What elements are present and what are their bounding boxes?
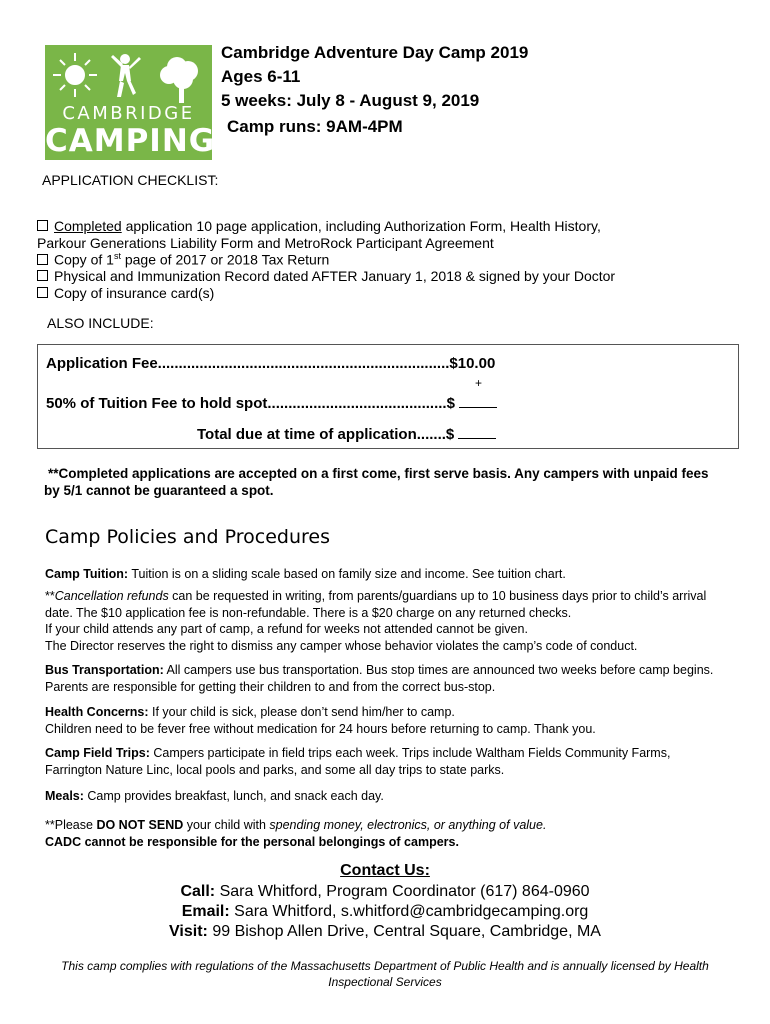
application-fee-line: Application Fee......................................................................$10.00 <box>46 355 496 372</box>
policy-italic: spending money, electronics, or anything of value. <box>269 818 547 832</box>
policy-label: Meals: <box>45 789 84 803</box>
logo-text-camping: CAMPING <box>45 123 216 159</box>
policy-bold: DO NOT SEND <box>96 818 184 832</box>
policy-italic: Cancellation refunds <box>54 589 169 603</box>
policies-heading: Camp Policies and Procedures <box>45 526 330 548</box>
contact-text: Sara Whitford, Program Coordinator (617) 864-0960 <box>215 883 590 900</box>
contact-heading: Contact Us: <box>340 862 430 879</box>
cambridge-camping-logo <box>45 45 216 160</box>
do-not-send-paragraph <box>45 817 745 850</box>
logo-text-cambridge: CAMBRIDGE <box>62 103 195 124</box>
footer-text: This camp complies with regulations of the Massachusetts Department of Public Health and is annually licensed by Health <box>61 959 709 973</box>
contact-email <box>0 903 770 921</box>
policy-text: date. The $10 application fee is non-refundable. There is a $20 charge on any returned checks. <box>45 605 572 620</box>
policy-text: If your child is sick, please don’t send him/her to camp. <box>148 705 455 719</box>
checklist-item-insurance <box>37 285 214 301</box>
policy-text: **Please <box>45 818 97 832</box>
camp-tuition-paragraph <box>45 566 745 583</box>
field-trips-paragraph <box>45 745 745 778</box>
cancellation-paragraph <box>45 588 745 654</box>
contact-text: 99 Bishop Allen Drive, Central Square, Cambridge, MA <box>207 923 601 940</box>
policy-text: your child with <box>183 818 270 832</box>
also-include-heading: ALSO INCLUDE: <box>47 315 154 331</box>
camp-weeks: 5 weeks: July 8 - August 9, 2019 <box>221 91 480 110</box>
policy-text: The Director reserves the right to dismiss any camper whose behavior violates the camp’s code of conduct. <box>45 638 638 653</box>
bus-transportation-paragraph <box>45 662 745 695</box>
checklist-item-text: Copy of 1 <box>54 251 114 268</box>
policy-text: All campers use bus transportation. Bus stop times are announced two weeks before camp begins. <box>163 663 714 677</box>
checkbox[interactable] <box>37 220 48 231</box>
tuition-fee-line <box>46 395 497 412</box>
checklist-item-text: application 10 page application, including Authorization Form, Health History, <box>121 218 601 234</box>
checklist-heading: APPLICATION CHECKLIST: <box>42 172 219 188</box>
checkbox[interactable] <box>37 254 48 265</box>
total-due-text: Total due at time of application.......$ <box>197 426 455 443</box>
plus-sign: + <box>475 376 483 390</box>
camp-ages: Ages 6-11 <box>221 67 301 86</box>
policy-label: Health Concerns: <box>45 705 149 719</box>
footer-compliance <box>40 958 730 990</box>
policy-label: Camp Tuition: <box>45 567 129 581</box>
tree-icon <box>160 57 198 103</box>
policy-text: Campers participate in field trips each week. Trips include Waltham Fields Community Farms, <box>149 746 671 760</box>
policy-text: If your child attends any part of camp, a refund for weeks not attended cannot be given. <box>45 622 528 636</box>
checklist-item-text: Physical and Immunization Record dated AFTER January 1, 2018 & signed by your Doctor <box>54 268 616 284</box>
tuition-fee-text: 50% of Tuition Fee to hold spot...........................................$ <box>46 395 455 412</box>
policy-bold: CADC cannot be responsible for the personal belongings of campers. <box>45 834 459 849</box>
policy-text: can be requested in writing, from parents/guardians up to 10 business days prior to child’s arrival <box>168 589 707 603</box>
total-due-line <box>197 426 496 443</box>
policy-label: Camp Field Trips: <box>45 746 150 760</box>
policy-text: Camp provides breakfast, lunch, and snack each day. <box>83 789 384 803</box>
contact-label: Email: <box>181 903 230 920</box>
checklist-item-continuation: Parkour Generations Liability Form and MetroRock Participant Agreement <box>37 235 494 251</box>
policy-text: Tuition is on a sliding scale based on family size and income. See tuition chart. <box>128 567 566 581</box>
contact-label: Visit: <box>169 923 208 940</box>
policy-text: Farrington Nature Linc, local pools and parks, and some all day trips to state parks. <box>45 762 505 777</box>
checklist-item-physical <box>37 268 615 284</box>
policy-text: Parents are responsible for getting their children to and from the correct bus-stop. <box>45 679 496 694</box>
policy-text: Children need to be fever free without medication for 24 hours before returning to camp. Thank you. <box>45 721 596 736</box>
completed-underlined: Completed <box>54 218 122 234</box>
checklist-item-application <box>37 218 601 234</box>
total-amount-blank[interactable] <box>458 426 496 439</box>
checklist-item-text: Copy of insurance card(s) <box>54 285 215 301</box>
footer-text: Inspectional Services <box>328 975 442 989</box>
checklist-item-tax-return <box>37 251 329 268</box>
policy-label: Bus Transportation: <box>45 663 164 677</box>
contact-email-link[interactable]: Sara Whitford, s.whitford@cambridgecamping.org <box>229 903 589 920</box>
checklist-item-text: page of 2017 or 2018 Tax Return <box>120 251 330 268</box>
camp-title: Cambridge Adventure Day Camp 2019 <box>221 43 529 62</box>
policy-text: ** <box>45 589 55 603</box>
contact-visit <box>0 923 770 941</box>
checkbox[interactable] <box>37 270 48 281</box>
sun-icon <box>53 53 97 97</box>
superscript: st <box>113 251 121 261</box>
jumping-child-icon <box>111 54 141 97</box>
health-concerns-paragraph <box>45 704 745 737</box>
contact-call <box>0 883 770 901</box>
notice-line-2: by 5/1 cannot be guaranteed a spot. <box>44 483 274 498</box>
notice-line-1: **Completed applications are accepted on a first come, first serve basis. Any campers with unpaid fees <box>48 466 709 481</box>
contact-label: Call: <box>180 883 216 900</box>
checkbox[interactable] <box>37 287 48 298</box>
fee-box <box>37 344 739 449</box>
camp-hours: Camp runs: 9AM-4PM <box>227 117 403 136</box>
meals-paragraph <box>45 788 745 805</box>
tuition-amount-blank[interactable] <box>459 395 497 408</box>
